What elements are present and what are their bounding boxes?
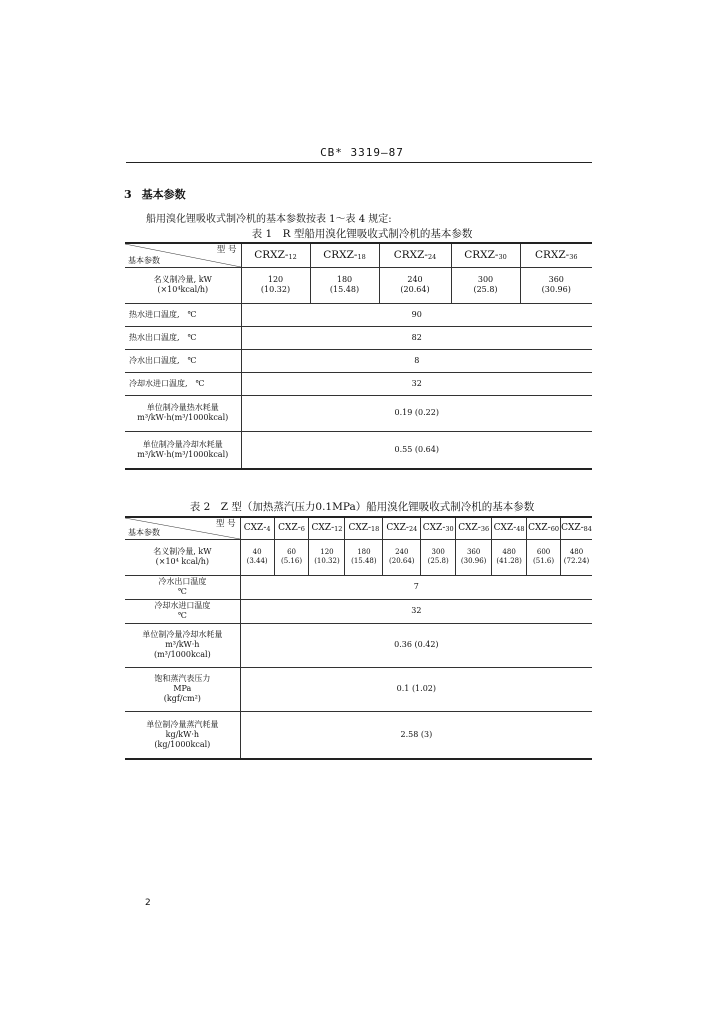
table1-coolwater-row [125, 431, 592, 469]
standard-code-header: CB* 3319—87 [320, 146, 404, 159]
page-number: 2 [145, 898, 151, 908]
table1-capacity-cell: 180 (15.48) [310, 267, 379, 303]
table2-chilled-row [125, 575, 592, 599]
table2-coolwater-row [125, 623, 592, 667]
table2-header-row [125, 517, 592, 539]
table1-row-label: 冷水出口温度, ℃ [125, 349, 241, 372]
table1-model-header: CRXZ-$_{18}$ [310, 243, 379, 267]
table2-chilled-value: 7 [240, 575, 592, 599]
table1-capacity-row [125, 267, 592, 303]
table2-capacity-cell: 480 (72.24) [561, 539, 592, 575]
table1-row-label: 热水进口温度, ℃ [125, 303, 241, 326]
table1-capacity-cell: 240 (20.64) [379, 267, 451, 303]
table2-coolwater-value: 0.36 (0.42) [240, 623, 592, 667]
table1-model-header: CRXZ-$_{12}$ [241, 243, 310, 267]
table1-capacity-cell: 360 (30.96) [520, 267, 592, 303]
table2-model-header: CXZ-$_6$ [274, 517, 309, 539]
table2-capacity-cell: 180 (15.48) [345, 539, 383, 575]
table2-model-header: CXZ-$_{84}$ [561, 517, 592, 539]
table1-header-row [125, 243, 592, 267]
table1-coolwater-label: 单位制冷量冷却水耗量 m³/kW·h(m³/1000kcal) [125, 431, 241, 469]
table2-steam-label: 饱和蒸汽表压力 MPa (kgf/cm²) [125, 667, 240, 711]
table2-capacity-cell: 360 (30.96) [456, 539, 492, 575]
table2-capacity-cell: 240 (20.64) [383, 539, 421, 575]
table1-row-label: 热水出口温度, ℃ [125, 326, 241, 349]
table2-steam-row [125, 667, 592, 711]
table1-row [125, 372, 592, 395]
table1-hotwater-row [125, 395, 592, 431]
section-number: 3 [124, 188, 132, 201]
table1-caption: 表 1 R 型船用溴化锂吸收式制冷机的基本参数 [251, 228, 473, 240]
table2-steam-value: 0.1 (1.02) [240, 667, 592, 711]
table1-corner-top: 型 号 [216, 245, 237, 255]
table2-model-header: CXZ-$_{18}$ [345, 517, 383, 539]
table2-model-header: CXZ-$_{24}$ [383, 517, 421, 539]
table1-capacity-label: 名义制冷量, kW (×10⁴kcal/h) [125, 267, 241, 303]
table1-row-value: 8 [241, 349, 592, 372]
table1-row-value: 90 [241, 303, 592, 326]
table1-row [125, 303, 592, 326]
table1-row [125, 349, 592, 372]
table1-corner-cell [125, 243, 241, 267]
table2-model-header: CXZ-$_4$ [240, 517, 274, 539]
table1 [125, 242, 592, 470]
table1-model-header: CRXZ-$_{24}$ [379, 243, 451, 267]
table2-capacity-cell: 480 (41.28) [492, 539, 527, 575]
intro-paragraph: 船用溴化锂吸收式制冷机的基本参数按表 1～表 4 规定: [146, 214, 392, 225]
table2-cooling-value: 32 [240, 599, 592, 623]
table2-model-header: CXZ-$_{30}$ [421, 517, 456, 539]
table1-model-header: CRXZ-$_{30}$ [451, 243, 520, 267]
table2-capacity-cell: 600 (51.6) [527, 539, 561, 575]
table2-steamcons-value: 2.58 (3) [240, 711, 592, 759]
table1-capacity-cell: 120 (10.32) [241, 267, 310, 303]
table2-coolwater-label: 单位制冷量冷却水耗量 m³/kW·h (m³/1000kcal) [125, 623, 240, 667]
table2-capacity-cell: 120 (10.32) [309, 539, 345, 575]
table2-capacity-row [125, 539, 592, 575]
table2-corner-bottom: 基本参数 [128, 527, 160, 537]
header-rule [126, 162, 592, 163]
table1-row-label: 冷却水进口温度, ℃ [125, 372, 241, 395]
table1-row-value: 32 [241, 372, 592, 395]
table1-hotwater-value: 0.19 (0.22) [241, 395, 592, 431]
table1-hotwater-label: 单位制冷量热水耗量 m³/kW·h(m³/1000kcal) [125, 395, 241, 431]
table2-cooling-label: 冷却水进口温度 ℃ [125, 599, 240, 623]
table1-coolwater-value: 0.55 (0.64) [241, 431, 592, 469]
table2-capacity-cell: 300 (25.8) [421, 539, 456, 575]
table2-model-header: CXZ-$_{36}$ [456, 517, 492, 539]
table2-model-header: CXZ-$_{12}$ [309, 517, 345, 539]
table2-chilled-label: 冷水出口温度 ℃ [125, 575, 240, 599]
table2-steamcons-row [125, 711, 592, 759]
table2-steamcons-label: 单位制冷量蒸汽耗量 kg/kW·h (kg/1000kcal) [125, 711, 240, 759]
table2-model-header: CXZ-$_{60}$ [527, 517, 561, 539]
section-title: 基本参数 [141, 188, 186, 201]
table1-corner-bottom: 基本参数 [128, 255, 160, 265]
table2-capacity-cell: 40 (3.44) [240, 539, 274, 575]
table2-corner-top: 型 号 [215, 519, 236, 529]
table2-capacity-cell: 60 (5.16) [274, 539, 309, 575]
table1-capacity-cell: 300 (25.8) [451, 267, 520, 303]
table2 [125, 516, 592, 760]
table2-caption: 表 2 Z 型（加热蒸汽压力0.1MPa）船用溴化锂吸收式制冷机的基本参数 [189, 501, 535, 513]
table2-capacity-label: 名义制冷量, kW (×10⁴ kcal/h) [125, 539, 240, 575]
table2-corner-cell [125, 517, 240, 539]
table2-cooling-row [125, 599, 592, 623]
section-heading [124, 186, 186, 202]
table1-model-header: CRXZ-$_{36}$ [520, 243, 592, 267]
table1-row [125, 326, 592, 349]
table2-model-header: CXZ-$_{48}$ [492, 517, 527, 539]
table1-row-value: 82 [241, 326, 592, 349]
